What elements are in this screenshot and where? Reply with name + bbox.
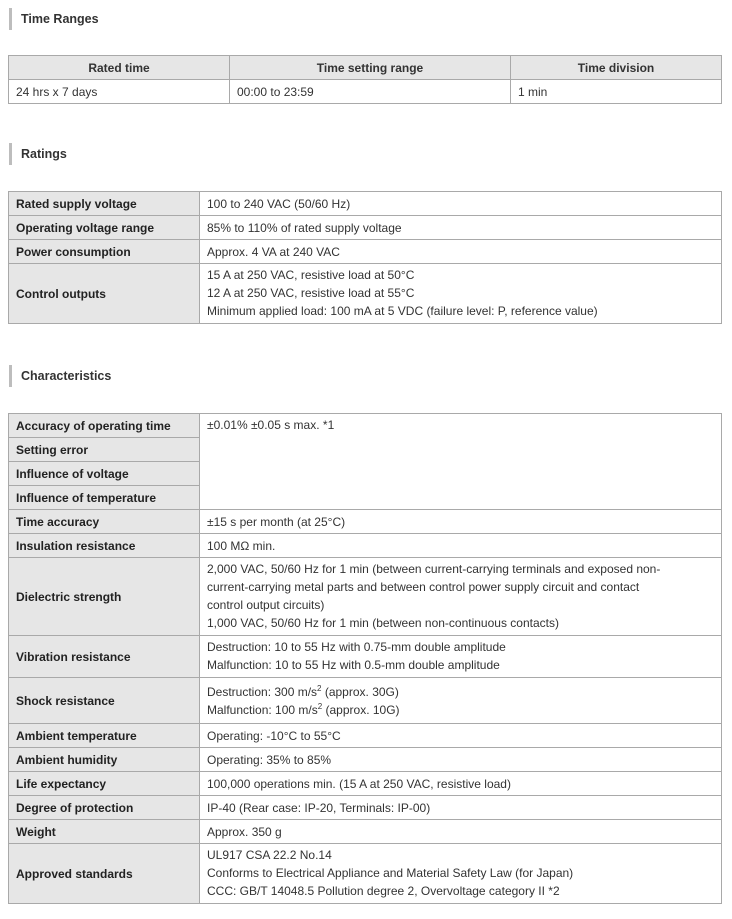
label-operating-voltage-range: Operating voltage range bbox=[9, 216, 200, 240]
cell-rated-time: 24 hrs x 7 days bbox=[9, 80, 230, 104]
label-control-outputs: Control outputs bbox=[9, 264, 200, 324]
label-shock-resistance: Shock resistance bbox=[9, 678, 200, 724]
label-dielectric-strength: Dielectric strength bbox=[9, 558, 200, 636]
ratings-row bbox=[9, 192, 722, 216]
time-ranges-row bbox=[9, 80, 722, 104]
vibration-line: Malfunction: 10 to 55 Hz with 0.5-mm double amplitude bbox=[207, 658, 500, 672]
value-vibration-resistance bbox=[200, 636, 722, 678]
label-weight: Weight bbox=[9, 820, 200, 844]
ratings-row bbox=[9, 216, 722, 240]
ratings-row bbox=[9, 264, 722, 324]
label-setting-error: Setting error bbox=[9, 438, 200, 462]
label-vibration-resistance: Vibration resistance bbox=[9, 636, 200, 678]
value-control-outputs bbox=[200, 264, 722, 324]
label-ambient-humidity: Ambient humidity bbox=[9, 748, 200, 772]
label-degree-of-protection: Degree of protection bbox=[9, 796, 200, 820]
dielectric-line: control output circuits) bbox=[207, 598, 325, 612]
value-life-expectancy: 100,000 operations min. (15 A at 250 VAC, resistive load) bbox=[200, 772, 722, 796]
shock-destruction-suffix: (approx. 30G) bbox=[321, 684, 399, 699]
approved-standards-line: Conforms to Electrical Appliance and Material Safety Law (for Japan) bbox=[207, 866, 574, 880]
characteristics-row bbox=[9, 820, 722, 844]
label-accuracy-of-operating-time: Accuracy of operating time bbox=[9, 414, 200, 438]
control-outputs-line: Minimum applied load: 100 mA at 5 VDC (failure level: P, reference value) bbox=[207, 304, 598, 318]
value-power-consumption: Approx. 4 VA at 240 VAC bbox=[200, 240, 722, 264]
superscript-two: 2 bbox=[317, 701, 323, 711]
label-influence-of-voltage: Influence of voltage bbox=[9, 462, 200, 486]
value-weight: Approx. 350 g bbox=[200, 820, 722, 844]
ratings-table bbox=[8, 191, 722, 324]
label-time-accuracy: Time accuracy bbox=[9, 510, 200, 534]
label-rated-supply-voltage: Rated supply voltage bbox=[9, 192, 200, 216]
ratings-row bbox=[9, 240, 722, 264]
dielectric-line: 2,000 VAC, 50/60 Hz for 1 min (between current-carrying terminals and exposed non- bbox=[207, 562, 661, 576]
value-operating-voltage-range: 85% to 110% of rated supply voltage bbox=[200, 216, 722, 240]
shock-malfunction-suffix: (approx. 10G) bbox=[322, 702, 400, 717]
value-degree-of-protection: IP-40 (Rear case: IP-20, Terminals: IP-00) bbox=[200, 796, 722, 820]
time-ranges-heading: Time Ranges bbox=[9, 8, 99, 30]
shock-malfunction-line bbox=[207, 701, 714, 719]
label-insulation-resistance: Insulation resistance bbox=[9, 534, 200, 558]
characteristics-table bbox=[8, 413, 722, 904]
cell-time-division: 1 min bbox=[511, 80, 722, 104]
superscript-two: 2 bbox=[317, 683, 322, 693]
shock-destruction-line bbox=[207, 683, 714, 701]
characteristics-row bbox=[9, 844, 722, 904]
vibration-line: Destruction: 10 to 55 Hz with 0.75-mm double amplitude bbox=[207, 640, 506, 654]
ratings-heading: Ratings bbox=[9, 143, 67, 165]
value-ambient-humidity: Operating: 35% to 85% bbox=[200, 748, 722, 772]
value-approved-standards bbox=[200, 844, 722, 904]
value-shock-resistance bbox=[200, 678, 722, 724]
label-ambient-temperature: Ambient temperature bbox=[9, 724, 200, 748]
header-time-setting-range: Time setting range bbox=[230, 56, 511, 80]
header-time-division: Time division bbox=[511, 56, 722, 80]
characteristics-row bbox=[9, 414, 722, 438]
value-rated-supply-voltage: 100 to 240 VAC (50/60 Hz) bbox=[200, 192, 722, 216]
characteristics-row bbox=[9, 724, 722, 748]
value-ambient-temperature: Operating: -10°C to 55°C bbox=[200, 724, 722, 748]
approved-standards-line: UL917 CSA 22.2 No.14 bbox=[207, 848, 332, 862]
header-rated-time: Rated time bbox=[9, 56, 230, 80]
label-influence-of-temperature: Influence of temperature bbox=[9, 486, 200, 510]
characteristics-row bbox=[9, 534, 722, 558]
dielectric-line: current-carrying metal parts and between control power supply circuit and contact bbox=[207, 580, 640, 594]
characteristics-heading: Characteristics bbox=[9, 365, 111, 387]
characteristics-row bbox=[9, 510, 722, 534]
value-dielectric-strength bbox=[200, 558, 722, 636]
characteristics-row bbox=[9, 772, 722, 796]
dielectric-line: 1,000 VAC, 50/60 Hz for 1 min (between non-continuous contacts) bbox=[207, 616, 559, 630]
characteristics-row bbox=[9, 678, 722, 724]
characteristics-row bbox=[9, 748, 722, 772]
characteristics-row bbox=[9, 796, 722, 820]
time-ranges-header-row bbox=[9, 56, 722, 80]
label-life-expectancy: Life expectancy bbox=[9, 772, 200, 796]
shock-destruction-prefix: Destruction: 300 m/s bbox=[207, 684, 318, 699]
value-insulation-resistance: 100 MΩ min. bbox=[200, 534, 722, 558]
characteristics-row bbox=[9, 636, 722, 678]
time-ranges-table bbox=[8, 55, 722, 104]
label-power-consumption: Power consumption bbox=[9, 240, 200, 264]
cell-time-setting-range: 00:00 to 23:59 bbox=[230, 80, 511, 104]
control-outputs-line: 15 A at 250 VAC, resistive load at 50°C bbox=[207, 268, 415, 282]
label-approved-standards: Approved standards bbox=[9, 844, 200, 904]
approved-standards-line: CCC: GB/T 14048.5 Pollution degree 2, Overvoltage category II *2 bbox=[207, 884, 560, 898]
shock-malfunction-prefix: Malfunction: 100 m/s bbox=[207, 702, 318, 717]
control-outputs-line: 12 A at 250 VAC, resistive load at 55°C bbox=[207, 286, 415, 300]
characteristics-row bbox=[9, 558, 722, 636]
value-time-accuracy: ±15 s per month (at 25°C) bbox=[200, 510, 722, 534]
value-accuracy-group: ±0.01% ±0.05 s max. *1 bbox=[200, 414, 722, 510]
